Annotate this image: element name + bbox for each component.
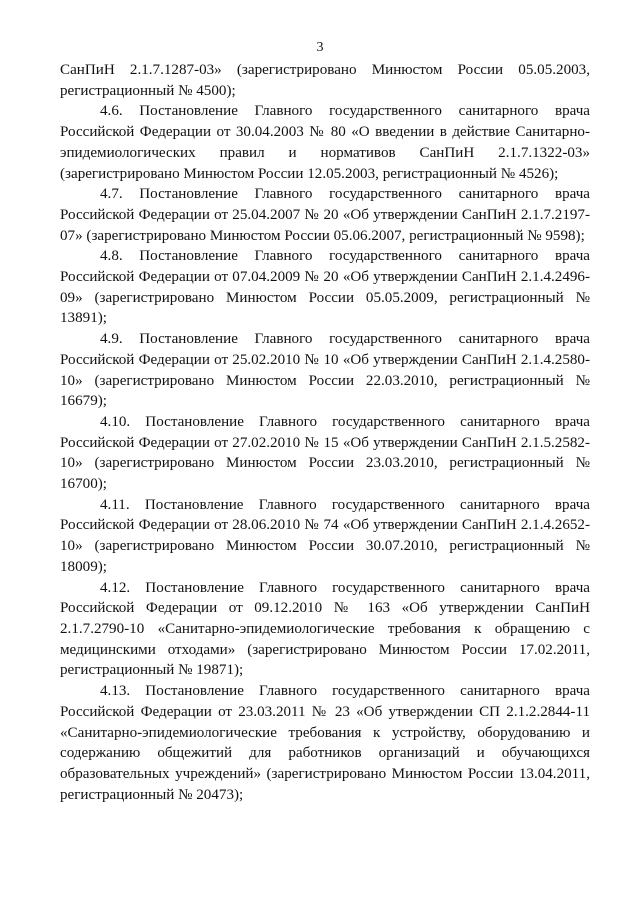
paragraph-continuation: СанПиН 2.1.7.1287-03» (зарегистрировано Минюстом России 05.05.2003, регистрационный № 4500); bbox=[60, 62, 590, 99]
paragraph-item-4-6: 4.6. Постановление Главного государственного санитарного врача Российской Федерации от 30.04.2003 № 80 «О введении в действие Санитарно-эпидемиологических правил и нормативов СанПиН 2.1.7.1322-03» (зарегистрировано Минюстом России 12.05.2003, регистрационный № 4526); bbox=[60, 103, 590, 182]
paragraph-item-4-10: 4.10. Постановление Главного государственного санитарного врача Российской Федерации от 27.02.2010 № 15 «Об утверждении СанПиН 2.1.5.2582-10» (зарегистрировано Минюстом России 23.03.2010, регистрационный № 16700); bbox=[60, 413, 590, 493]
paragraph-item-4-12: 4.12. Постановление Главного государственного санитарного врача Российской Федерации от 09.12.2010 № 163 «Об утверждении СанПиН 2.1.7.2790-10 «Санитарно-эпидемиологические требования к обращению с медицинскими отходами» (зарегистрировано Минюстом России 17.02.2011, регистрационный № 19871); bbox=[60, 579, 590, 679]
document-body bbox=[60, 60, 590, 805]
paragraph-item-4-11: 4.11. Постановление Главного государственного санитарного врача Российской Федерации от 28.06.2010 № 74 «Об утверждении СанПиН 2.1.4.2652-10» (зарегистрировано Минюстом России 30.07.2010, регистрационный № 18009); bbox=[60, 496, 590, 575]
paragraph-item-4-13: 4.13. Постановление Главного государственного санитарного врача Российской Федерации от 23.03.2011 № 23 «Об утверждении СП 2.1.2.2844-11 «Санитарно-эпидемиологические требования к устройству, оборудованию и содержанию общежитий для работников организаций и обучающихся образовательных учреждений» (зарегистрировано Минюстом России 13.04.2011, регистрационный № 20473); bbox=[60, 683, 590, 803]
paragraph-item-4-8: 4.8. Постановление Главного государственного санитарного врача Российской Федерации от 07.04.2009 № 20 «Об утверждении СанПиН 2.1.4.2496-09» (зарегистрировано Минюстом России 05.05.2009, регистрационный № 13891); bbox=[60, 248, 590, 327]
page-number: 3 bbox=[316, 40, 324, 55]
paragraph-item-4-7: 4.7. Постановление Главного государственного санитарного врача Российской Федерации от 25.04.2007 № 20 «Об утверждении СанПиН 2.1.7.2197-07» (зарегистрировано Минюстом России 05.06.2007, регистрационный № 9598); bbox=[60, 186, 590, 244]
paragraph-item-4-9: 4.9. Постановление Главного государственного санитарного врача Российской Федерации от 25.02.2010 № 10 «Об утверждении СанПиН 2.1.4.2580-10» (зарегистрировано Минюстом России 22.03.2010, регистрационный № 16679); bbox=[60, 331, 590, 410]
